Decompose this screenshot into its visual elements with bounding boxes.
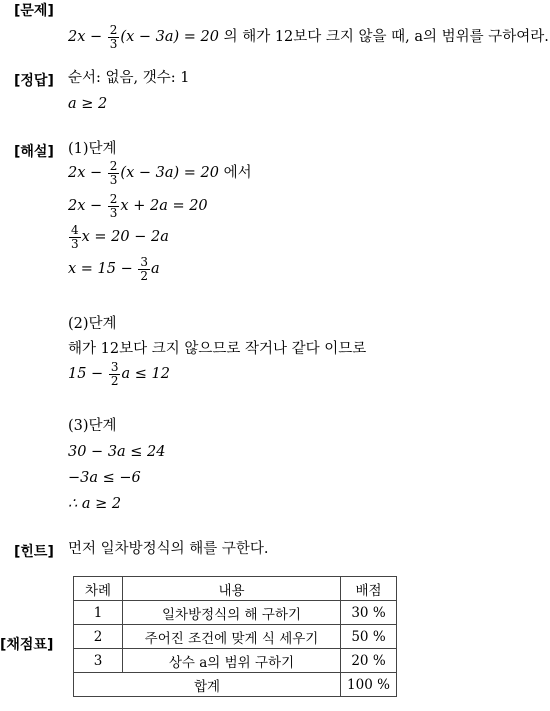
- step2-title: (2)단계: [68, 316, 117, 332]
- expr-part: x + 2a = 20: [120, 198, 208, 215]
- table-cell: 3: [74, 649, 123, 673]
- answer-value: a ≥ 2: [68, 96, 108, 112]
- fraction: [109, 361, 121, 387]
- expr-part: 2x −: [68, 198, 103, 215]
- table-row: [74, 625, 397, 649]
- fraction-numerator: 3: [110, 360, 119, 374]
- expr-part: a ≤ 12: [121, 366, 170, 383]
- expr-part: x = 20 − 2a: [81, 229, 169, 246]
- table-row: [74, 601, 397, 625]
- fraction-numerator: 2: [109, 192, 118, 206]
- header-cell: 차례: [74, 577, 123, 601]
- table-header-row: [74, 577, 397, 601]
- fraction-denominator: 3: [71, 236, 79, 251]
- fraction: [69, 224, 81, 250]
- expr-part: (x − 3a) = 20: [120, 165, 219, 182]
- table-cell: 30 %: [341, 601, 397, 625]
- problem-eq-suffix: (x − 3a) = 20: [120, 29, 219, 46]
- table-row: [74, 649, 397, 673]
- answer-label: [정답]: [14, 73, 54, 89]
- problem-text: 의 해가 12보다 크지 않을 때, a의 범위를 구하여라.: [223, 29, 549, 46]
- table-total-row: [74, 673, 397, 697]
- fraction: [108, 193, 120, 219]
- hint-text: 먼저 일차방정식의 해를 구한다.: [68, 541, 269, 557]
- rubric-table: [73, 576, 397, 697]
- hint-label: [힌트]: [14, 544, 54, 560]
- step3-line2: −3a ≤ −6: [68, 470, 141, 486]
- problem-statement: [68, 24, 549, 50]
- step3-line1: 30 − 3a ≤ 24: [68, 444, 166, 460]
- header-cell: 내용: [123, 577, 341, 601]
- fraction-numerator: 4: [71, 223, 79, 237]
- fraction-numerator: 2: [109, 23, 118, 37]
- problem-fraction: [108, 24, 120, 50]
- table-cell: 2: [74, 625, 123, 649]
- step1-line3: [68, 224, 169, 250]
- step1-line2: [68, 193, 208, 219]
- step3-line3: ∴ a ≥ 2: [68, 496, 122, 512]
- problem-label: [문제]: [14, 3, 54, 19]
- table-cell: 상수 a의 범위 구하기: [123, 649, 341, 673]
- step2-text: 해가 12보다 크지 않으므로 작거나 같다 이므로: [68, 341, 367, 357]
- step1-line4: [68, 256, 160, 282]
- fraction-denominator: 2: [110, 373, 119, 388]
- step1-line1: [68, 160, 252, 186]
- header-cell: 배점: [341, 577, 397, 601]
- total-value: 100 %: [341, 673, 397, 697]
- answer-meta: 순서: 없음, 갯수: 1: [68, 70, 190, 86]
- step1-title: (1)단계: [68, 141, 117, 157]
- fraction-denominator: 3: [109, 205, 118, 220]
- expr-part: x = 15 −: [68, 261, 133, 278]
- fraction-denominator: 3: [109, 36, 118, 51]
- fraction-numerator: 3: [140, 255, 149, 269]
- fraction-denominator: 2: [140, 268, 149, 283]
- step2-line: [68, 361, 170, 387]
- fraction-denominator: 3: [109, 172, 118, 187]
- expr-part: 15 −: [68, 366, 104, 383]
- table-cell: 1: [74, 601, 123, 625]
- expr-part: 2x −: [68, 165, 103, 182]
- table-cell: 20 %: [341, 649, 397, 673]
- total-label: 합계: [74, 673, 341, 697]
- step3-title: (3)단계: [68, 418, 117, 434]
- table-cell: 주어진 조건에 맞게 식 세우기: [123, 625, 341, 649]
- table-cell: 50 %: [341, 625, 397, 649]
- expr-part: a: [151, 261, 160, 278]
- problem-eq-prefix: 2x −: [68, 29, 103, 46]
- expr-tail: 에서: [223, 165, 252, 182]
- fraction-numerator: 2: [109, 159, 118, 173]
- explanation-label: [해설]: [14, 144, 54, 160]
- fraction: [138, 256, 150, 282]
- table-cell: 일차방정식의 해 구하기: [123, 601, 341, 625]
- rubric-label: [채점표]: [0, 637, 54, 653]
- fraction: [108, 160, 120, 186]
